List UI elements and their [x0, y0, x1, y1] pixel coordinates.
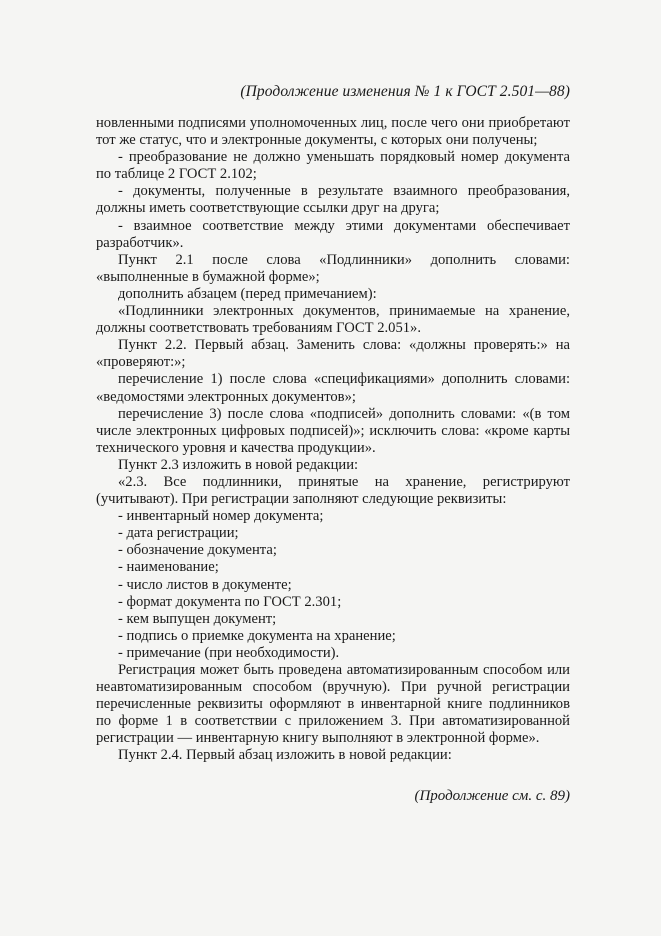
list-item: - формат документа по ГОСТ 2.301;: [118, 593, 342, 610]
paragraph: «Подлинники электронных документов, принимаемые на хранение, должны соответствовать требованиям ГОСТ 2.051».: [96, 303, 570, 337]
list-item: - инвентарный номер документа;: [118, 508, 324, 525]
body-text: [96, 115, 570, 765]
paragraph: перечисление 3) после слова «подписей» дополнить словами: «(в том числе электронных цифровых подписей)»; исключить слова: «кроме карты технического уровня и качества продукции».: [96, 405, 570, 456]
list-item: - подпись о приемке документа на хранение;: [118, 627, 396, 644]
paragraph: Пункт 2.4. Первый абзац изложить в новой редакции:: [118, 747, 452, 764]
list-item: - примечание (при необходимости).: [118, 644, 340, 661]
paragraph: - взаимное соответствие между этими документами обеспечивает разработчик».: [96, 217, 570, 251]
paragraph: Регистрация может быть проведена автоматизированным способом или неавтоматизированным способом (вручную). При ручной регистрации перечисленные реквизиты оформляют в инвентарной книге подлинников по форме 1 в соответствии с приложением 3. При автоматизированной регистрации — инвентарную книгу выполняют в электронной форме».: [96, 662, 570, 747]
paragraph: Пункт 2.2. Первый абзац. Заменить слова: «должны проверять:» на «проверяют:»;: [96, 337, 570, 371]
list-item: - кем выпущен документ;: [118, 610, 277, 627]
paragraph: «2.3. Все подлинники, принятые на хранение, регистрируют (учитывают). При регистрации заполняют следующие реквизиты:: [96, 473, 570, 508]
paragraph: - преобразование не должно уменьшать порядковый номер документа по таблице 2 ГОСТ 2.102;: [96, 149, 570, 183]
paragraph: новленными подписями уполномоченных лиц, после чего они приобретают тот же статус, что и электронные документы, с которых они получены;: [96, 115, 570, 149]
list-item: - наименование;: [118, 559, 219, 576]
paragraph: дополнить абзацем (перед примечанием):: [118, 285, 377, 302]
list-item: - обозначение документа;: [118, 542, 277, 559]
list-item: - дата регистрации;: [118, 525, 239, 542]
paragraph: - документы, полученные в результате взаимного преобразования, должны иметь соответствующие ссылки друг на друга;: [96, 183, 570, 217]
paragraph: Пункт 2.3 изложить в новой редакции:: [118, 456, 359, 473]
page-header: (Продолжение изменения № 1 к ГОСТ 2.501—88): [240, 83, 570, 100]
list-item: - число листов в документе;: [118, 576, 292, 593]
page-footer: (Продолжение см. с. 89): [414, 788, 570, 804]
paragraph: перечисление 1) после слова «спецификациями» дополнить словами: «ведомостями электронных документов»;: [96, 371, 570, 405]
paragraph: Пункт 2.1 после слова «Подлинники» дополнить словами: «выполненные в бумажной форме»;: [96, 251, 570, 285]
